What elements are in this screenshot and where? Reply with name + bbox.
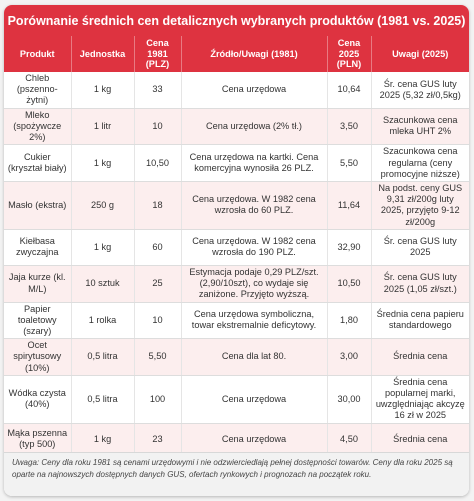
table-title: Porównanie średnich cen detalicznych wybranych produktów (1981 vs. 2025) xyxy=(4,5,469,36)
price-2025-cell: 30,00 xyxy=(327,375,371,423)
source-1981-cell: Cena dla lat 80. xyxy=(181,339,327,376)
notes-2025-cell: Śr. cena GUS luty 2025 (1,05 zł/szt.) xyxy=(371,265,469,302)
source-1981-cell: Cena urzędowa xyxy=(181,72,327,108)
notes-2025-cell: Średnia cena papieru standardowego xyxy=(371,302,469,339)
price-2025-cell: 4,50 xyxy=(327,423,371,455)
price-2025-cell: 10,64 xyxy=(327,72,371,108)
header-col-product: Produkt xyxy=(4,36,71,72)
table-row xyxy=(4,72,469,108)
product-cell: Ocet spirytusowy (10%) xyxy=(4,339,71,376)
product-cell: Mąka pszenna (typ 500) xyxy=(4,423,71,455)
notes-2025-cell: Na podst. ceny GUS 9,31 zł/200g luty 2025, przyjęto 9-12 zł/200g xyxy=(371,181,469,229)
table-row xyxy=(4,302,469,339)
source-1981-cell: Cena urzędowa (2% tł.) xyxy=(181,108,327,145)
price-2025-cell: 11,64 xyxy=(327,181,371,229)
notes-2025-cell: Średnia cena xyxy=(371,339,469,376)
notes-2025-cell: Śr. cena GUS luty 2025 xyxy=(371,229,469,265)
table-body xyxy=(4,72,469,455)
price-1981-cell: 23 xyxy=(134,423,181,455)
table-row xyxy=(4,423,469,455)
source-1981-cell: Cena urzędowa xyxy=(181,375,327,423)
source-1981-cell: Cena urzędowa symboliczna, towar ekstremalnie deficytowy. xyxy=(181,302,327,339)
source-1981-cell: Cena urzędowa. W 1982 cena wzrosła do 190 PLZ. xyxy=(181,229,327,265)
unit-cell: 1 litr xyxy=(71,108,134,145)
price-2025-cell: 10,50 xyxy=(327,265,371,302)
price-1981-cell: 10,50 xyxy=(134,145,181,182)
price-2025-cell: 5,50 xyxy=(327,145,371,182)
price-comparison-card xyxy=(4,5,469,496)
product-cell: Masło (ekstra) xyxy=(4,181,71,229)
header-col-notes-2025: Uwagi (2025) xyxy=(371,36,469,72)
price-1981-cell: 5,50 xyxy=(134,339,181,376)
price-1981-cell: 33 xyxy=(134,72,181,108)
source-1981-cell: Cena urzędowa. W 1982 cena wzrosła do 60 PLZ. xyxy=(181,181,327,229)
table-row xyxy=(4,375,469,423)
notes-2025-cell: Średnia cena xyxy=(371,423,469,455)
price-table xyxy=(4,36,469,456)
footnote: Uwaga: Ceny dla roku 1981 są cenami urzędowymi i nie odzwierciedlają pełnej dostępności towarów. Ceny dla roku 2025 są oparte na najnowszych dostępnych danych GUS, ofertach rynkowych i prognozach na początek roku. xyxy=(4,452,469,496)
table-row xyxy=(4,339,469,376)
notes-2025-cell: Średnia cena popularnej marki, uwzględniając akcyzę 16 zł w 2025 xyxy=(371,375,469,423)
product-cell: Jaja kurze (kl. M/L) xyxy=(4,265,71,302)
unit-cell: 0,5 litra xyxy=(71,339,134,376)
header-col-source-1981: Źródło/Uwagi (1981) xyxy=(181,36,327,72)
product-cell: Mleko (spożywcze 2%) xyxy=(4,108,71,145)
price-1981-cell: 25 xyxy=(134,265,181,302)
product-cell: Kiełbasa zwyczajna xyxy=(4,229,71,265)
price-2025-cell: 3,50 xyxy=(327,108,371,145)
price-1981-cell: 60 xyxy=(134,229,181,265)
unit-cell: 10 sztuk xyxy=(71,265,134,302)
header-col-price-2025: Cena 2025 (PLN) xyxy=(327,36,371,72)
table-row xyxy=(4,229,469,265)
product-cell: Cukier (kryształ biały) xyxy=(4,145,71,182)
source-1981-cell: Estymacja podaje 0,29 PLZ/szt. (2,90/10szt), co wydaje się zaniżone. Przyjęto wyższą. xyxy=(181,265,327,302)
price-1981-cell: 100 xyxy=(134,375,181,423)
notes-2025-cell: Śr. cena GUS luty 2025 (5,32 zł/0,5kg) xyxy=(371,72,469,108)
product-cell: Chleb (pszenno-żytni) xyxy=(4,72,71,108)
table-row xyxy=(4,145,469,182)
header-col-price-1981: Cena 1981 (PLZ) xyxy=(134,36,181,72)
source-1981-cell: Cena urzędowa xyxy=(181,423,327,455)
unit-cell: 1 kg xyxy=(71,423,134,455)
price-2025-cell: 1,80 xyxy=(327,302,371,339)
price-1981-cell: 10 xyxy=(134,302,181,339)
source-1981-cell: Cena urzędowa na kartki. Cena komercyjna wynosiła 26 PLZ. xyxy=(181,145,327,182)
header-row xyxy=(4,36,469,72)
unit-cell: 1 kg xyxy=(71,145,134,182)
price-2025-cell: 32,90 xyxy=(327,229,371,265)
price-1981-cell: 10 xyxy=(134,108,181,145)
unit-cell: 0,5 litra xyxy=(71,375,134,423)
unit-cell: 1 rolka xyxy=(71,302,134,339)
notes-2025-cell: Szacunkowa cena mleka UHT 2% xyxy=(371,108,469,145)
price-1981-cell: 18 xyxy=(134,181,181,229)
header-col-unit: Jednostka xyxy=(71,36,134,72)
table-header xyxy=(4,36,469,72)
table-row xyxy=(4,108,469,145)
table-row xyxy=(4,181,469,229)
product-cell: Wódka czysta (40%) xyxy=(4,375,71,423)
product-cell: Papier toaletowy (szary) xyxy=(4,302,71,339)
table-row xyxy=(4,265,469,302)
notes-2025-cell: Szacunkowa cena regularna (ceny promocyjne niższe) xyxy=(371,145,469,182)
unit-cell: 1 kg xyxy=(71,229,134,265)
unit-cell: 1 kg xyxy=(71,72,134,108)
price-2025-cell: 3,00 xyxy=(327,339,371,376)
unit-cell: 250 g xyxy=(71,181,134,229)
